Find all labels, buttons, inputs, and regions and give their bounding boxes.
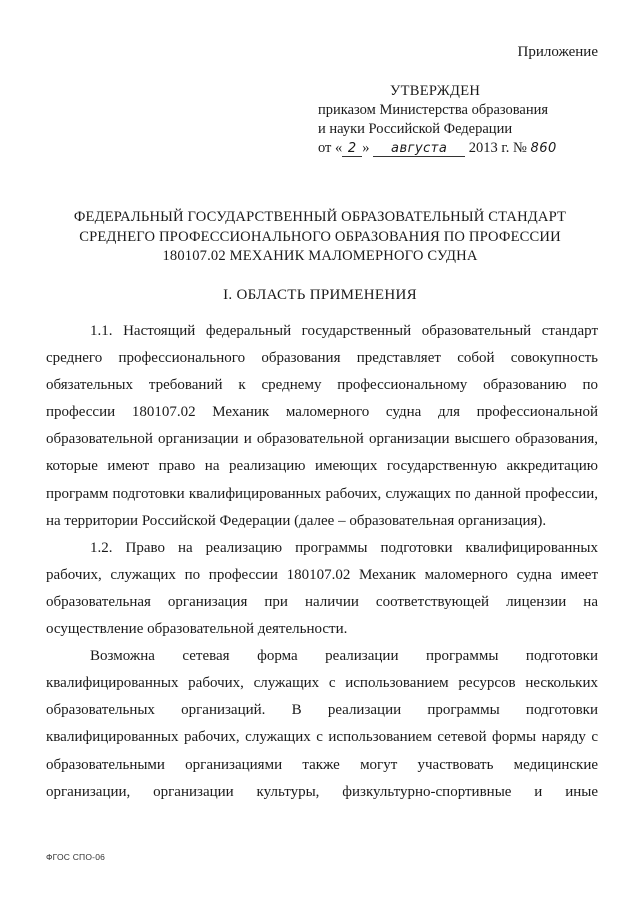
date-day-close: »: [362, 140, 370, 156]
approval-date-line: [318, 139, 608, 158]
approved-heading: УТВЕРЖДЕН: [390, 83, 481, 99]
title-line-1: ФЕДЕРАЛЬНЫЙ ГОСУДАРСТВЕННЫЙ ОБРАЗОВАТЕЛЬНЫЙ СТАНДАРТ: [73, 209, 567, 225]
paragraph-1-2: 1.2. Право на реализацию программы подготовки квалифицированных рабочих, служащих по профессии 180107.02 Механик маломерного судна имеет образовательная организация при наличии соответствующей лицензии на осуществление образовательной деятельности.: [46, 539, 598, 638]
title-line-2: СРЕДНЕГО ПРОФЕССИОНАЛЬНОГО ОБРАЗОВАНИЯ ПО ПРОФЕССИИ: [79, 228, 561, 245]
order-number: 860: [530, 141, 557, 156]
paragraph-1-1: 1.1. Настоящий федеральный государственный образовательный стандарт среднего профессионального образования представляет собой совокупность обязательных требований к среднему профессиональному образованию по профессии 180107.02 Механик маломерного судна для профессиональной образовательной организации и образовательной организации высшего образования, которые имеют право на реализацию имеющих государственную аккредитацию программ подготовки квалифицированных рабочих, служащих по данной профессии, на территории Российской Федерации (далее – образовательная организация).: [46, 323, 598, 529]
date-month: августа: [373, 142, 465, 157]
footer-code: ФГОС СПО-06: [46, 852, 106, 862]
approval-order-line: приказом Министерства образования: [318, 102, 549, 118]
section-title: I. ОБЛАСТЬ ПРИМЕНЕНИЯ: [223, 287, 417, 303]
document-title: [40, 208, 600, 267]
date-day: 2: [342, 142, 362, 157]
paragraph-network-form: Возможна сетевая форма реализации программы подготовки квалифицированных рабочих, служащих с использованием ресурсов нескольких образовательных организаций. В реализации программы подготовки квалифицированных рабочих, служащих с использованием сетевой формы наряду с образовательными организациями также могут участвовать медицинские организации, организации культуры, физкультурно-спортивные и иные: [46, 648, 598, 800]
appendix-label: Приложение: [517, 44, 598, 60]
date-prefix: от «: [318, 140, 343, 156]
body-text: [46, 318, 598, 806]
date-year: 2013 г. №: [468, 140, 527, 156]
approval-block: [318, 82, 608, 158]
title-line-3: 180107.02 МЕХАНИК МАЛОМЕРНОГО СУДНА: [162, 248, 478, 264]
approval-ministry-line: и науки Российской Федерации: [318, 121, 513, 137]
